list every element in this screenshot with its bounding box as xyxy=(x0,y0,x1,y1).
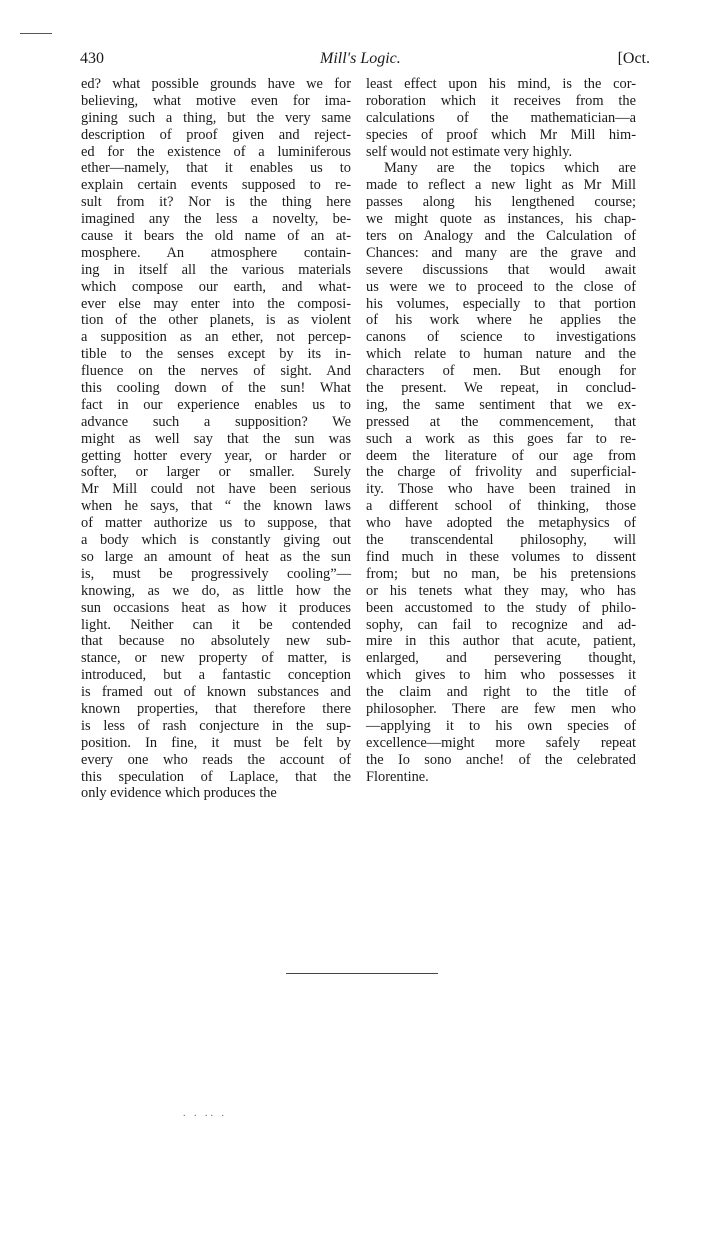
text-line: might as well say that the sun was xyxy=(81,430,351,447)
text-line: species of proof which Mr Mill him- xyxy=(366,126,636,143)
text-line: self would not estimate very highly. xyxy=(366,143,573,160)
text-line: only evidence which produces the xyxy=(81,785,277,802)
text-line: or his tenets what they may, who has xyxy=(366,582,636,599)
text-line: the charge of frivolity and superficial- xyxy=(366,464,636,481)
text-line: so large an amount of heat as the sun xyxy=(81,548,351,565)
text-line: imagined any the less a novelty, be- xyxy=(81,211,351,228)
running-head xyxy=(80,50,650,72)
text-line: who have adopted the metaphysics of xyxy=(366,515,636,532)
text-line: ity. Those who have been trained in xyxy=(366,481,636,498)
text-line: the Io sono anche! of the celebrated xyxy=(366,751,636,768)
text-line: getting hotter every year, or harder or xyxy=(81,447,351,464)
text-line: sun occasions heat as how it produces xyxy=(81,599,351,616)
text-line: philosopher. There are few men who xyxy=(366,700,636,717)
text-line: tion of the other planets, is as violent xyxy=(81,312,351,329)
text-line: stance, or new property of matter, is xyxy=(81,650,351,667)
text-line: sophy, can fail to recognize and ad- xyxy=(366,616,636,633)
text-line: ether—namely, that it enables us to xyxy=(81,160,351,177)
text-line: sult from it? Nor is the thing here xyxy=(81,194,351,211)
text-line: is framed out of known substances and xyxy=(81,684,351,701)
text-line: canons of science to investigations xyxy=(366,329,636,346)
right-text-column xyxy=(366,76,636,785)
text-line: —applying it to his own species of xyxy=(366,717,636,734)
text-line: from; but no man, be his pretensions xyxy=(366,565,636,582)
text-line: find much in these volumes to dissent xyxy=(366,548,636,565)
text-line: roboration which it receives from the xyxy=(366,92,636,109)
text-line: a body which is constantly giving out xyxy=(81,532,351,549)
running-title: Mill's Logic. xyxy=(320,50,401,67)
text-line: gining such a thing, but the very same xyxy=(81,109,351,126)
text-line: severe discussions that would await xyxy=(366,261,636,278)
text-line: that because no absolutely new sub- xyxy=(81,633,351,650)
text-line: fluence on the nerves of sight. And xyxy=(81,363,351,380)
text-line: us were we to proceed to the close of xyxy=(366,278,636,295)
text-line: Florentine. xyxy=(366,768,429,785)
article-end-rule xyxy=(286,973,438,974)
running-month: [Oct. xyxy=(617,50,650,67)
text-line: passes along his lengthened course; xyxy=(366,194,636,211)
text-line: of his work where he applies the xyxy=(366,312,636,329)
text-line: Many are the topics which are xyxy=(384,160,636,177)
text-line: a supposition as an ether, not percep- xyxy=(81,329,351,346)
text-line: cause it bears the old name of an at- xyxy=(81,228,351,245)
text-line: ing, the same sentiment that we ex- xyxy=(366,396,636,413)
text-line: deem the literature of our age from xyxy=(366,447,636,464)
page-number: 430 xyxy=(80,50,104,67)
text-line: mosphere. An atmosphere contain- xyxy=(81,244,351,261)
text-line: mire in this author that acute, patient, xyxy=(366,633,636,650)
text-line: which compose our earth, and what- xyxy=(81,278,351,295)
text-line: his volumes, especially to that portion xyxy=(366,295,636,312)
text-line: made to reflect a new light as Mr Mill xyxy=(366,177,636,194)
text-line: introduced, but a fantastic conception xyxy=(81,667,351,684)
text-line: knowing, as we do, as little how the xyxy=(81,582,351,599)
text-line: ters on Analogy and the Calculation of xyxy=(366,228,636,245)
text-line: Chances: and many are the grave and xyxy=(366,244,636,261)
text-line: light. Neither can it be contended xyxy=(81,616,351,633)
left-text-column xyxy=(81,76,351,802)
text-line: ed? what possible grounds have we for xyxy=(81,76,351,92)
text-line: least effect upon his mind, is the cor- xyxy=(366,76,636,92)
text-line: this cooling down of the sun! What xyxy=(81,380,351,397)
text-line: Mr Mill could not have been serious xyxy=(81,481,351,498)
footer-marks: . . .. . xyxy=(183,1108,227,1119)
text-line: description of proof given and reject- xyxy=(81,126,351,143)
text-line: such a work as this goes far to re- xyxy=(366,430,636,447)
text-line: tible to the senses except by its in- xyxy=(81,346,351,363)
text-line: is less of rash conjecture in the sup- xyxy=(81,717,351,734)
text-line: ed for the existence of a luminiferous xyxy=(81,143,351,160)
text-line: enlarged, and persevering thought, xyxy=(366,650,636,667)
text-line: every one who reads the account of xyxy=(81,751,351,768)
text-line: softer, or larger or smaller. Surely xyxy=(81,464,351,481)
text-line: advance such a supposition? We xyxy=(81,413,351,430)
text-line: position. In fine, it must be felt by xyxy=(81,734,351,751)
text-line: when he says, that “ the known laws xyxy=(81,498,351,515)
text-line: a different school of thinking, those xyxy=(366,498,636,515)
text-line: ing in itself all the various materials xyxy=(81,261,351,278)
text-line: which gives to him who possesses it xyxy=(366,667,636,684)
text-line: believing, what motive even for ima- xyxy=(81,92,351,109)
text-line: the transcendental philosophy, will xyxy=(366,532,636,549)
text-line: we might quote as instances, his chap- xyxy=(366,211,636,228)
text-line: fact in our experience enables us to xyxy=(81,396,351,413)
text-line: calculations of the mathematician—a xyxy=(366,109,636,126)
text-line: the present. We repeat, in conclud- xyxy=(366,380,636,397)
text-line: known properties, that therefore there xyxy=(81,700,351,717)
text-line: which relate to human nature and the xyxy=(366,346,636,363)
text-line: this speculation of Laplace, that the xyxy=(81,768,351,785)
text-line: the claim and right to the title of xyxy=(366,684,636,701)
top-margin-rule xyxy=(20,33,52,34)
text-line: pressed at the commencement, that xyxy=(366,413,636,430)
text-line: of matter authorize us to suppose, that xyxy=(81,515,351,532)
text-line: ever else may enter into the composi- xyxy=(81,295,351,312)
text-line: is, must be progressively cooling”— xyxy=(81,565,351,582)
text-line: characters of men. But enough for xyxy=(366,363,636,380)
text-line: excellence—might more safely repeat xyxy=(366,734,636,751)
text-line: been accustomed to the study of philo- xyxy=(366,599,636,616)
text-line: explain certain events supposed to re- xyxy=(81,177,351,194)
